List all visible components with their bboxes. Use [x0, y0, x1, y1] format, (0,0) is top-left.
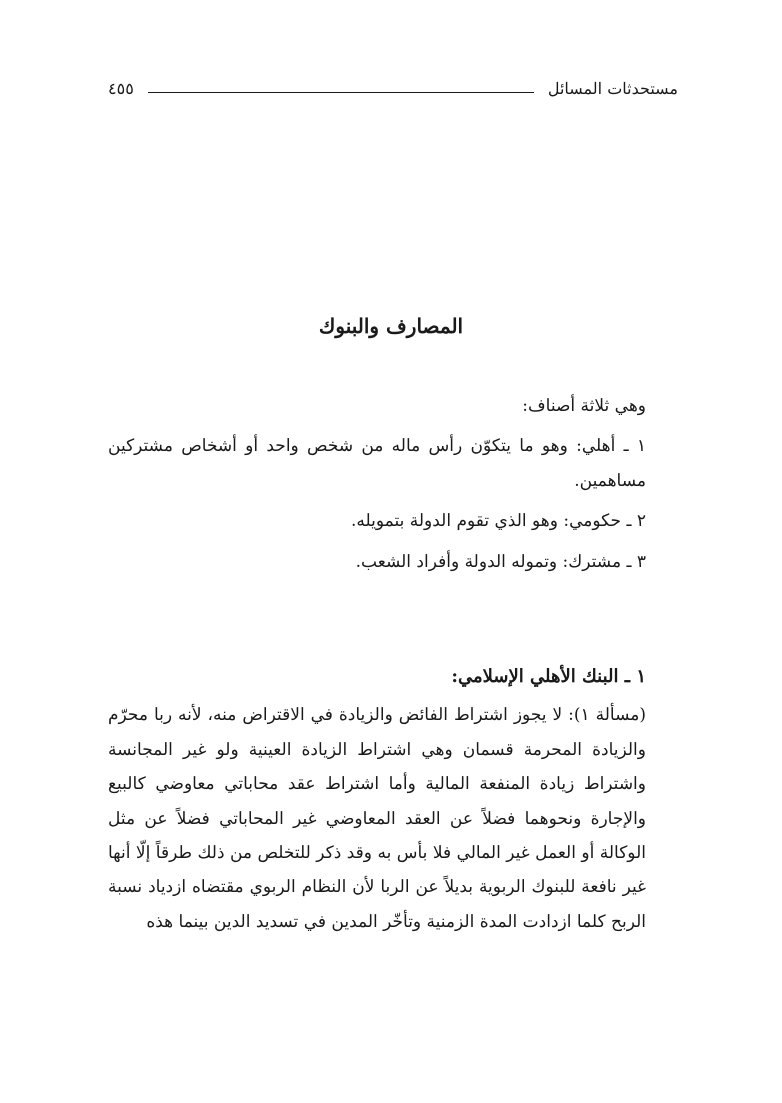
page-number: ٤٥٥: [108, 78, 134, 98]
type-item-1: ١ ـ أهلي: وهو ما يتكوّن رأس ماله من شخص واحد أو أشخاص مشتركين مساهمين.: [108, 436, 646, 491]
types-block: [108, 389, 678, 579]
page-header: [108, 74, 678, 102]
body-paragraph: (مسألة ١): لا يجوز اشتراط الفائض والزيادة في الاقتراض منه، لأنه ربا محرّم والزيادة المحرمة قسمان وهي اشتراط الزيادة العينية ولو غير المجانسة واشتراط زيادة المنفعة المالية وأما اشتراط عقد محاباتي معاوضي كالبيع والإجارة ونحوهما فضلاً عن العقد المعاوضي غير المحاباتي فضلاً عن مثل الوكالة أو العمل غير المالي فلا بأس به وقد ذكر للتخلص من ذلك طرقاً إلّا أنها غير نافعة للبنوك الربوية بديلاً عن الربا لأن النظام الربوي مقتضاه ازدياد نسبة الربح كلما ازدادت المدة الزمنية وتأخّر المدين في تسديد الدين بينما هذه: [108, 705, 646, 932]
intro-line: وهي ثلاثة أصناف:: [522, 396, 646, 416]
type-item-2: ٢ ـ حكومي: وهو الذي تقوم الدولة بتمويله.: [350, 511, 646, 532]
header-rule: [148, 92, 534, 93]
section-title: المصارف والبنوك: [318, 314, 464, 338]
type-item-3: ٣ ـ مشترك: وتموله الدولة وأفراد الشعب.: [355, 551, 646, 572]
running-title: مستحدثات المسائل: [547, 78, 678, 98]
section-block: [108, 660, 678, 939]
section-heading: ١ ـ البنك الأهلي الإسلامي:: [451, 666, 646, 687]
